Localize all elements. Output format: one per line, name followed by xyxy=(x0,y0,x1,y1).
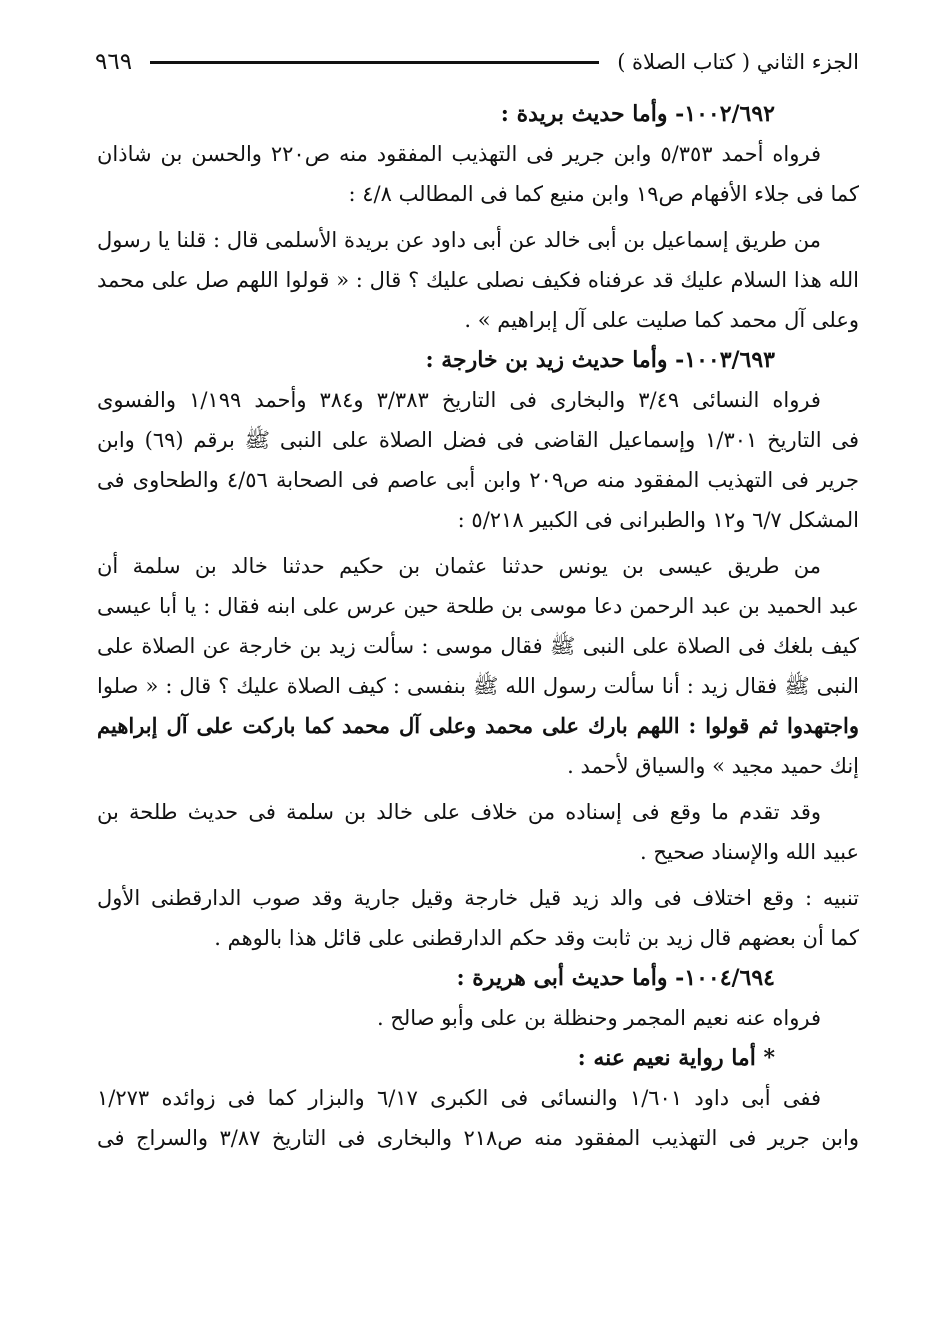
body-line: وعلى آل محمد كما صليت على آل إبراهيم » . xyxy=(464,308,859,332)
body-line: من طريق إسماعيل بن أبى خالد عن أبى داود عن بريدة الأسلمى قال : قلنا يا رسول xyxy=(97,228,821,252)
body-line: جرير فى التهذيب المفقود منه ص٢٠٩ وابن أبى عاصم فى الصحابة ٤/٥٦ والطحاوى فى xyxy=(97,468,859,492)
body-line: المشكل ٦/٧ و١٢ والطبرانى فى الكبير ٥/٢١٨ : xyxy=(457,508,859,532)
body-line: فرواه النسائى ٣/٤٩ والبخارى فى التاريخ ٣/٣٨٣ و٣٨٤ وأحمد ١/١٩٩ والفسوى xyxy=(97,388,821,412)
page-body xyxy=(97,94,859,1158)
section-heading: ١٠٠٤/٦٩٤- وأما حديث أبى هريرة : xyxy=(456,965,775,991)
section-heading: ١٠٠٢/٦٩٢- وأما حديث بريدة : xyxy=(500,101,775,127)
body-line: عبيد الله والإسناد صحيح . xyxy=(640,840,859,864)
page-number: ٩٦٩ xyxy=(95,49,133,75)
body-line: وابن جرير فى التهذيب المفقود منه ص٢١٨ والبخارى فى التاريخ ٣/٨٧ والسراج فى xyxy=(97,1126,859,1150)
running-header xyxy=(95,42,859,82)
body-line: من طريق عيسى بن يونس حدثنا عثمان بن حكيم حدثنا خالد بن سلمة أن xyxy=(97,554,821,578)
body-line: فرواه أحمد ٥/٣٥٣ وابن جرير فى التهذيب المفقود منه ص٢٢٠ والحسن بن شاذان xyxy=(97,142,822,166)
body-line: إنك حميد مجيد » والسياق لأحمد . xyxy=(567,754,859,778)
body-line: فرواه عنه نعيم المجمر وحنظلة بن على وأبو صالح . xyxy=(377,1006,821,1030)
body-line-bold: واجتهدوا ثم قولوا : اللهم بارك على محمد وعلى آل محمد كما باركت على آل إبراهيم xyxy=(97,713,859,738)
body-line: الله هذا السلام عليك قد عرفناه فكيف نصلى عليك ؟ قال : « قولوا اللهم صل على محمد xyxy=(97,268,859,292)
body-line: عبد الحميد بن عبد الرحمن دعا موسى بن طلحة حين عرس على ابنه فقال : يا أبا عيسى xyxy=(97,594,859,618)
body-line: كيف بلغك فى الصلاة على النبى ﷺ فقال موسى : سألت زيد بن خارجة عن الصلاة على xyxy=(97,634,859,658)
section-heading: ١٠٠٣/٦٩٣- وأما حديث زيد بن خارجة : xyxy=(425,347,775,373)
note-line: كما أن بعضهم قال زيد بن ثابت وقد حكم الدارقطنى على قائل هذا بالوهم . xyxy=(214,926,859,950)
subsection-heading: * أما رواية نعيم عنه : xyxy=(577,1045,775,1071)
body-line: كما فى جلاء الأفهام ص١٩ وابن منيع كما فى المطالب ٤/٨ : xyxy=(348,182,859,206)
note-line: تنبيه : وقع اختلاف فى والد زيد قيل خارجة وقيل جارية وقد صوب الدارقطنى الأول xyxy=(97,886,859,910)
header-title: الجزء الثاني ( كتاب الصلاة ) xyxy=(617,50,859,74)
body-line: ففى أبى داود ١/٦٠١ والنسائى فى الكبرى ٦/١٧ والبزار كما فى زوائده ١/٢٧٣ xyxy=(97,1086,821,1110)
body-line: فى التاريخ ١/٣٠١ وإسماعيل القاضى فى فضل الصلاة على النبى ﷺ برقم (٦٩) وابن xyxy=(97,428,859,452)
body-line: النبى ﷺ فقال زيد : أنا سألت رسول الله ﷺ بنفسى : كيف الصلاة عليك ؟ قال : « صلوا xyxy=(97,674,859,698)
header-rule xyxy=(150,61,599,64)
body-line: وقد تقدم ما وقع فى إسناده من خلاف على خالد بن سلمة فى حديث طلحة بن xyxy=(97,800,821,824)
